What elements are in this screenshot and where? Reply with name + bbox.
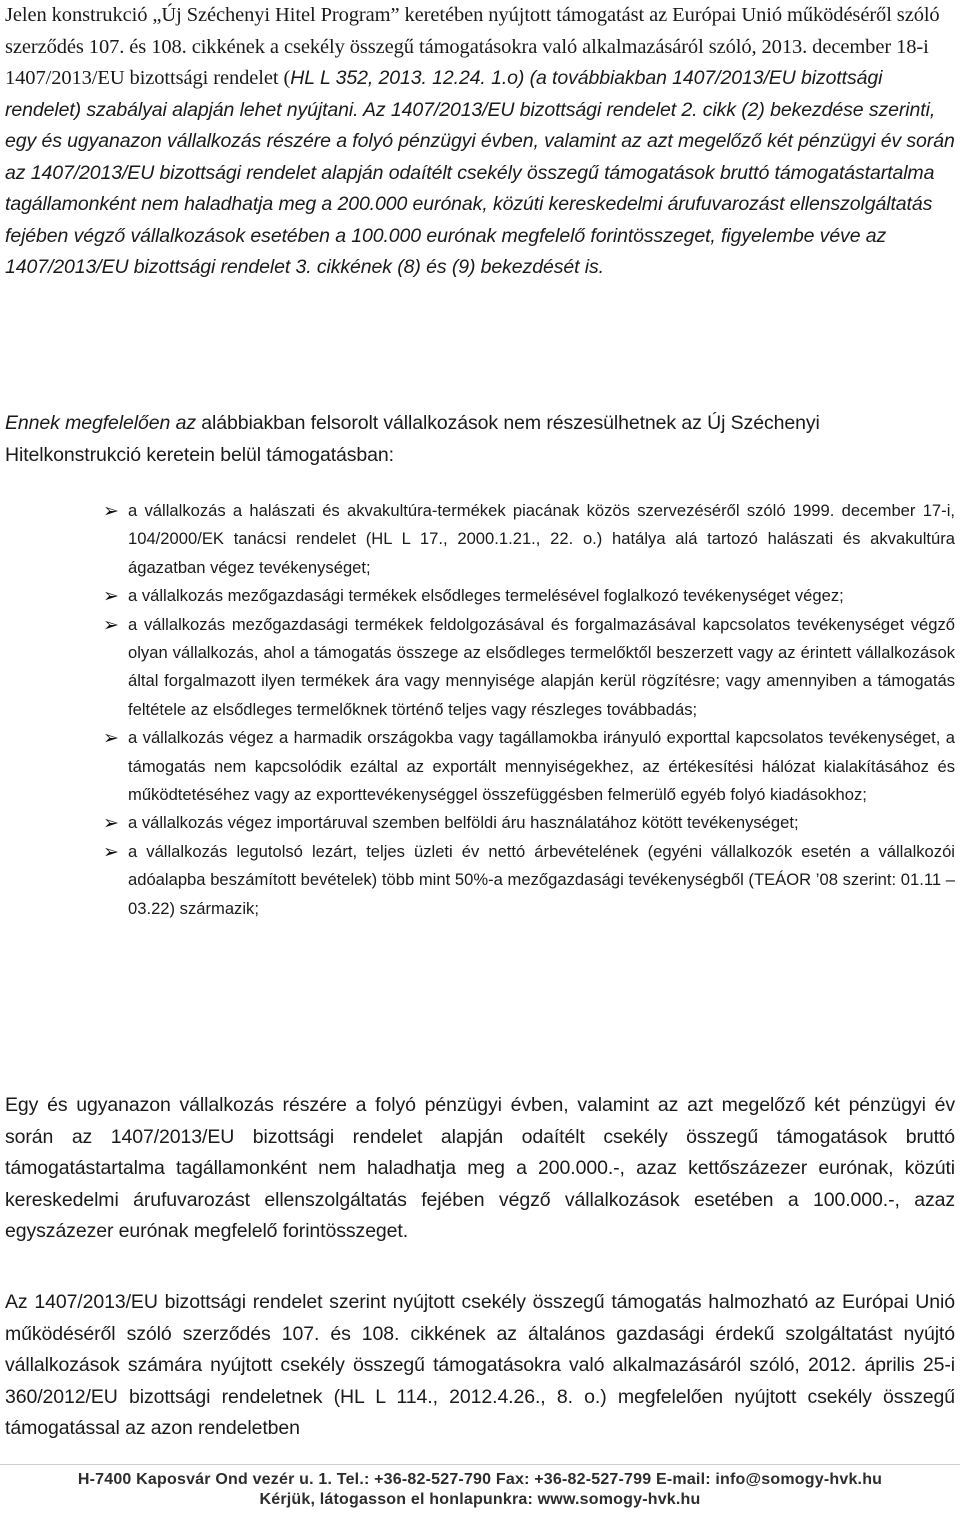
- intro-italic-text: HL L 352, 2013. 12.24. 1.o) (a továbbiakban 1407/2013/EU bizottsági rendelet) szabályai alapján lehet nyújtani. Az 1407/2013/EU bizottsági rendelet 2. cikk (2) bekezdése szerinti, egy és ugyanazon vállalkozás részére a folyó pénzügyi évben, valamint az azt megelőző két pénzügyi év során az 1407/2013/EU bizottsági rendelet alapján odaítélt csekély összegű támogatások bruttó támogatástartalma tagállamonként nem haladhatja meg a 200.000 eurónak, közúti kereskedelmi árufuvarozást ellenszolgáltatás fejében végző vállalkozások esetében a 100.000 eurónak megfelelő forintösszeget, figyelembe véve az 1407/2013/EU bizottsági rendelet 3. cikkének (8) és (9) bekezdését is.: [5, 67, 955, 278]
- footer-website-line: Kérjük, látogasson el honlapunkra: www.somogy-hvk.hu: [259, 1491, 701, 1508]
- list-item: [0, 809, 955, 837]
- list-item: [0, 582, 955, 610]
- page-footer: [0, 1464, 960, 1517]
- list-item: [0, 724, 955, 809]
- list-item-text: a vállalkozás mezőgazdasági termékek feldolgozásával és forgalmazásával kapcsolatos tevékenységet végző olyan vállalkozás, ahol a támogatás összege az elsődleges termelőktől beszerzett vagy az érintett vállalkozások által forgalmazott ilyen termékek ára vagy mennyisége alapján kerül rögzítésre; vagy amennyiben a támogatás feltétele az elsődleges termelőknek történő teljes vagy részleges továbbadás;: [128, 614, 955, 719]
- list-item: [0, 838, 955, 923]
- list-item-text: a vállalkozás a halászati és akvakultúra-termékek piacának közös szervezéséről szóló 1999. december 17-i, 104/2000/EK tanácsi rendelet (HL L 17., 2000.1.21., 22. o.) hatálya alá tartozó halászati és akvakultúra ágazatban végez tevékenységet;: [128, 501, 955, 577]
- footer-contact-line: H-7400 Kaposvár Ond vezér u. 1. Tel.: +36-82-527-790 Fax: +36-82-527-799 E-mail: info@somogy-hvk.hu: [77, 1471, 883, 1488]
- list-item-text: a vállalkozás legutolsó lezárt, teljes üzleti év nettó árbevételének (egyéni vállalkozók esetén a vállalkozói adóalapba beszámított bevételek) több mint 50%-a mezőgazdasági tevékenységből (TEÁOR ’08 szerint: 01.11 – 03.22) származik;: [128, 841, 955, 918]
- exclusion-list: [0, 497, 955, 923]
- list-item-text: a vállalkozás végez a harmadik országokba vagy tagállamokba irányuló exporttal kapcsolatos tevékenységet, a támogatás nem kapcsolódik ezáltal az exportált mennyiségekhez, az értékesítési hálózat kialakításához és működtetéséhez vagy az exporttevékenységgel összefüggésben felmerülő egyéb folyó kiadásokhoz;: [128, 728, 955, 805]
- list-item: [0, 497, 955, 582]
- arrow-bullet-icon: ➢: [103, 614, 119, 636]
- arrow-bullet-icon: ➢: [103, 586, 119, 608]
- cumulation-paragraph: Az 1407/2013/EU bizottsági rendelet szerint nyújtott csekély összegű támogatás halmozható az Európai Unió működéséről szóló szerződés 107. és 108. cikkének az általános gazdasági érdekű szolgáltatást nyújtó vállalkozások számára nyújtott csekély összegű támogatásokra való alkalmazásáról szóló, 2012. április 25-i 360/2012/EU bizottsági rendeletnek (HL L 114., 2012.4.26., 8. o.) megfelelően nyújtott csekély összegű támogatással az azon rendeletben: [5, 1291, 955, 1439]
- intro-paragraph: [5, 0, 955, 284]
- arrow-bullet-icon: ➢: [103, 728, 119, 750]
- list-item-text: a vállalkozás végez importáruval szemben belföldi áru használatához kötött tevékenységet;: [128, 813, 799, 833]
- exclusion-intro-text: alábbiakban felsorolt vállalkozások nem részesülhetnek az Új Széchenyi Hitelkonstrukció keretein belül támogatásban:: [5, 412, 820, 466]
- exclusion-intro-italic: Ennek megfelelően az: [5, 412, 196, 434]
- limit-paragraph: Egy és ugyanazon vállalkozás részére a folyó pénzügyi évben, valamint az azt megelőző két pénzügyi év során az 1407/2013/EU bizottsági rendelet alapján odaítélt csekély összegű támogatások bruttó támogatástartalma tagállamonként nem haladhatja meg a 200.000.-, azaz kettőszázezer eurónak, közúti kereskedelmi árufuvarozást ellenszolgáltatás fejében végző vállalkozások esetében a 100.000.-, azaz egyszázezer eurónak megfelelő forintösszeget.: [5, 1094, 955, 1242]
- arrow-bullet-icon: ➢: [103, 841, 119, 863]
- intro-serif-lead: Jelen konstrukció „Új Széchenyi Hitel Program” keretében nyújtott támogatást az Európai Unió működéséről szóló szerződés 107. és 108. cikkének a csekély összegű támogatásokra való alkalmazásáról szóló, 2013. december 18-i 1407/2013/EU bizottsági rendelet (: [5, 4, 940, 89]
- list-item: [0, 611, 955, 725]
- exclusion-intro-paragraph: [5, 408, 955, 471]
- list-item-text: a vállalkozás mezőgazdasági termékek elsődleges termelésével foglalkozó tevékenységet végez;: [128, 586, 844, 606]
- arrow-bullet-icon: ➢: [103, 813, 119, 835]
- arrow-bullet-icon: ➢: [103, 501, 119, 522]
